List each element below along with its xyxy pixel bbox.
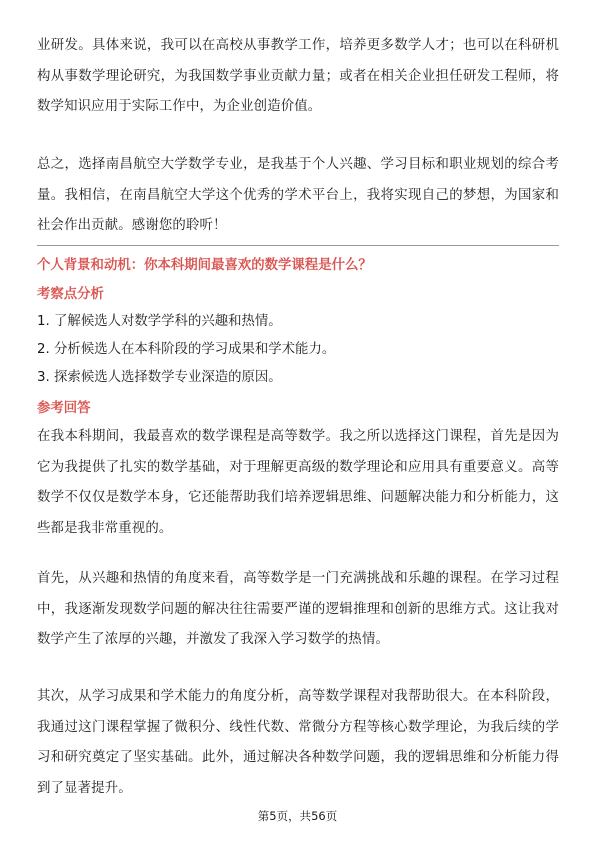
answer-paragraph-1: 在我本科期间，我最喜欢的数学课程是高等数学。我之所以选择这门课程，首先是因为它为我提供了扎实的数学基础，对于理解更高级的数学理论和应用具有重要意义。高等数学不仅仅是数学本身，它还能帮助我们培养逻辑思维、问题解决能力和分析能力，这些都是我非常重视的。 (37, 429, 559, 536)
page-number-footer: 第5页，共56页 (257, 809, 338, 823)
analysis-item: 3. 探索候选人选择数学专业深造的原因。 (37, 370, 282, 385)
analysis-heading: 考察点分析 (37, 287, 104, 302)
intro-paragraph-1: 业研发。具体来说，我可以在高校从事教学工作，培养更多数学人才；也可以在科研机构从事数学理论研究，为我国数学事业贡献力量；或者在相关企业担任研发工程师，将数学知识应用于实际工作中，为企业创造价值。 (37, 38, 559, 114)
analysis-item: 2. 分析候选人在本科阶段的学习成果和学术能力。 (37, 342, 336, 357)
answer-paragraph-3: 其次，从学习成果和学术能力的角度分析，高等数学课程对我帮助很大。在本科阶段，我通过这门课程掌握了微积分、线性代数、常微分方程等核心数学理论，为我后续的学习和研究奠定了坚实基础。此外，通过解决各种数学问题，我的逻辑思维和分析能力得到了显著提升。 (37, 689, 559, 796)
answer-paragraph-2: 首先，从兴趣和热情的角度来看，高等数学是一门充满挑战和乐趣的课程。在学习过程中，我逐渐发现数学问题的解决往往需要严谨的逻辑推理和创新的思维方式。这让我对数学产生了浓厚的兴趣，并激发了我深入学习数学的热情。 (37, 571, 559, 647)
section-divider (37, 245, 559, 246)
analysis-item: 1. 了解候选人对数学学科的兴趣和热情。 (37, 314, 282, 329)
question-heading: 个人背景和动机：你本科期间最喜欢的数学课程是什么？ (37, 258, 372, 273)
intro-paragraph-2: 总之，选择南昌航空大学数学专业，是我基于个人兴趣、学习目标和职业规划的综合考量。我相信，在南昌航空大学这个优秀的学术平台上，我将实现自己的梦想，为国家和社会作出贡献。感谢您的聆听！ (37, 157, 559, 233)
answer-heading: 参考回答 (37, 401, 91, 416)
